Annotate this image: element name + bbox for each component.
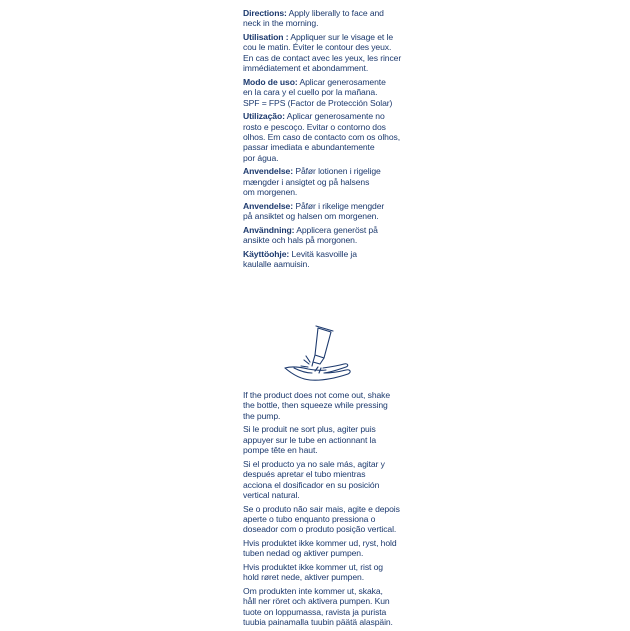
pump-text: Si le produit ne sort plus, agiter puis xyxy=(243,424,376,435)
pump-line xyxy=(243,572,393,582)
directions-text: Påfør i rikelige mengder xyxy=(295,200,385,211)
pump-line xyxy=(243,548,393,558)
directions-line xyxy=(243,211,393,221)
directions-line xyxy=(243,8,393,18)
pump-line xyxy=(243,411,393,421)
pump-text: appuyer sur le tube en actionnant la xyxy=(243,434,377,445)
directions-paragraph xyxy=(243,249,393,270)
pump-text: hold røret nede, aktiver pumpen. xyxy=(243,572,364,583)
directions-text: en la cara y el cuello por la mañana. xyxy=(243,87,378,98)
directions-paragraph xyxy=(243,166,393,197)
directions-line xyxy=(243,187,393,197)
pump-text: Hvis produktet ikke kommer ut, rist og xyxy=(243,562,383,573)
directions-text: mængder i ansigtet og på halsens xyxy=(243,176,370,187)
directions-line xyxy=(243,63,393,73)
directions-line xyxy=(243,122,393,132)
directions-line xyxy=(243,235,393,245)
pump-paragraph xyxy=(243,503,400,535)
directions-text: cou le matin. Éviter le contour des yeux. xyxy=(243,42,392,53)
pump-line xyxy=(243,524,397,535)
directions-label: Directions: xyxy=(243,8,287,18)
directions-text: olhos. Em caso de contacto com os olhos, xyxy=(243,132,400,143)
directions-text: kaulalle aamuisin. xyxy=(243,259,310,270)
pump-line xyxy=(243,469,393,479)
pump-text: pompe tête en haut. xyxy=(243,445,318,456)
directions-text: Aplicar generosamente no xyxy=(286,111,385,122)
pump-paragraph xyxy=(243,586,393,628)
pump-text: tuote on loppumassa, ravista ja purista xyxy=(243,606,387,617)
directions-text: Aplicar generosamente xyxy=(299,76,386,87)
pump-text: Si el producto ya no sale más, agitar y xyxy=(243,458,385,469)
pump-line xyxy=(243,424,393,434)
directions-text: En cas de contact avec les yeux, les rincer xyxy=(243,52,402,63)
pump-text: acciona el dosificador en su posición xyxy=(243,479,380,490)
directions-text: Appliquer sur le visage et le xyxy=(290,32,393,42)
directions-text: ansikte och hals på morgonen. xyxy=(243,235,358,246)
pump-paragraph xyxy=(243,424,393,455)
pump-paragraph xyxy=(243,459,393,501)
directions-label: Modo de uso: xyxy=(243,76,298,87)
pump-text: aperte o tubo enquanto pressiona o xyxy=(243,514,376,525)
pump-text: Se o produto não sair mais, agite e depois xyxy=(243,503,400,514)
directions-text: Applicera generöst på xyxy=(296,224,378,235)
directions-label: Utilisation : xyxy=(243,32,289,42)
pump-instructions-column xyxy=(243,390,400,631)
directions-line xyxy=(243,259,393,269)
directions-paragraph xyxy=(243,111,400,163)
directions-label: Anvendelse: xyxy=(243,200,294,211)
directions-label: Utilização: xyxy=(243,111,285,122)
pump-line xyxy=(243,538,397,549)
pump-line xyxy=(243,459,393,469)
pump-line xyxy=(243,390,393,400)
directions-line xyxy=(243,132,400,143)
pump-line xyxy=(243,445,393,455)
directions-line xyxy=(243,18,393,28)
directions-text: Apply liberally to face and xyxy=(288,8,384,18)
pump-text: Hvis produktet ikke kommer ud, ryst, hold xyxy=(243,538,397,549)
pump-line xyxy=(243,490,393,500)
pump-line xyxy=(243,480,393,490)
pump-text: después apretar el tubo mientras xyxy=(243,469,366,480)
pump-line xyxy=(243,435,393,445)
pump-text: doseador com o produto posição vertical. xyxy=(243,524,397,535)
directions-paragraph xyxy=(243,77,393,108)
pump-text: the bottle, then squeeze while pressing xyxy=(243,400,388,411)
directions-paragraph xyxy=(243,32,402,74)
pump-line xyxy=(243,617,393,627)
directions-label: Användning: xyxy=(243,224,295,235)
directions-line xyxy=(243,201,393,211)
directions-line xyxy=(243,32,393,42)
directions-text: rosto e pescoço. Evitar o contorno dos xyxy=(243,121,386,132)
pump-text: the pump. xyxy=(243,410,281,421)
directions-column xyxy=(243,8,402,273)
directions-line xyxy=(243,111,393,121)
directions-label: Anvendelse: xyxy=(243,166,294,177)
directions-paragraph xyxy=(243,225,393,246)
pump-paragraph xyxy=(243,538,397,559)
directions-line xyxy=(243,42,393,52)
pump-line xyxy=(243,503,400,514)
directions-line xyxy=(243,166,393,176)
directions-text: neck in the morning. xyxy=(243,18,319,29)
pump-line xyxy=(243,514,393,524)
directions-text: Påfør lotionen i rigelige xyxy=(295,166,381,177)
directions-text: immédiatement et abondamment. xyxy=(243,63,369,74)
directions-text: SPF = FPS (Factor de Protección Solar) xyxy=(243,97,393,108)
directions-line xyxy=(243,225,393,235)
pump-text: If the product does not come out, shake xyxy=(243,390,391,400)
directions-text: på ansiktet og halsen om morgenen. xyxy=(243,211,379,222)
pump-text: Om produkten inte kommer ut, skaka, xyxy=(243,586,383,597)
directions-text: Levitä kasvoille ja xyxy=(291,248,357,259)
directions-text: om morgenen. xyxy=(243,187,298,198)
directions-text: por água. xyxy=(243,152,279,163)
pump-line xyxy=(243,562,393,572)
pump-text: tuubia painamalla tuubin päätä alaspäin. xyxy=(243,617,393,628)
directions-line xyxy=(243,98,393,108)
directions-line xyxy=(243,52,402,63)
pump-line xyxy=(243,596,393,606)
pump-line xyxy=(243,607,393,617)
pump-paragraph xyxy=(243,390,393,421)
pump-line xyxy=(243,586,393,596)
pump-line xyxy=(243,400,393,410)
directions-line xyxy=(243,87,393,97)
directions-line xyxy=(243,153,393,163)
pump-text: tuben nedad og aktiver pumpen. xyxy=(243,548,364,559)
pump-text: vertical natural. xyxy=(243,490,300,501)
directions-line xyxy=(243,142,393,152)
directions-text: passar imediata e abundantemente xyxy=(243,142,375,153)
directions-paragraph xyxy=(243,8,393,29)
directions-paragraph xyxy=(243,201,393,222)
directions-label: Käyttöohje: xyxy=(243,248,290,259)
pump-paragraph xyxy=(243,562,393,583)
directions-line xyxy=(243,249,393,259)
pump-text: håll ner röret och aktivera pumpen. Kun xyxy=(243,596,390,607)
directions-line xyxy=(243,77,393,87)
hand-with-tube-icon xyxy=(282,322,352,384)
directions-line xyxy=(243,177,393,187)
